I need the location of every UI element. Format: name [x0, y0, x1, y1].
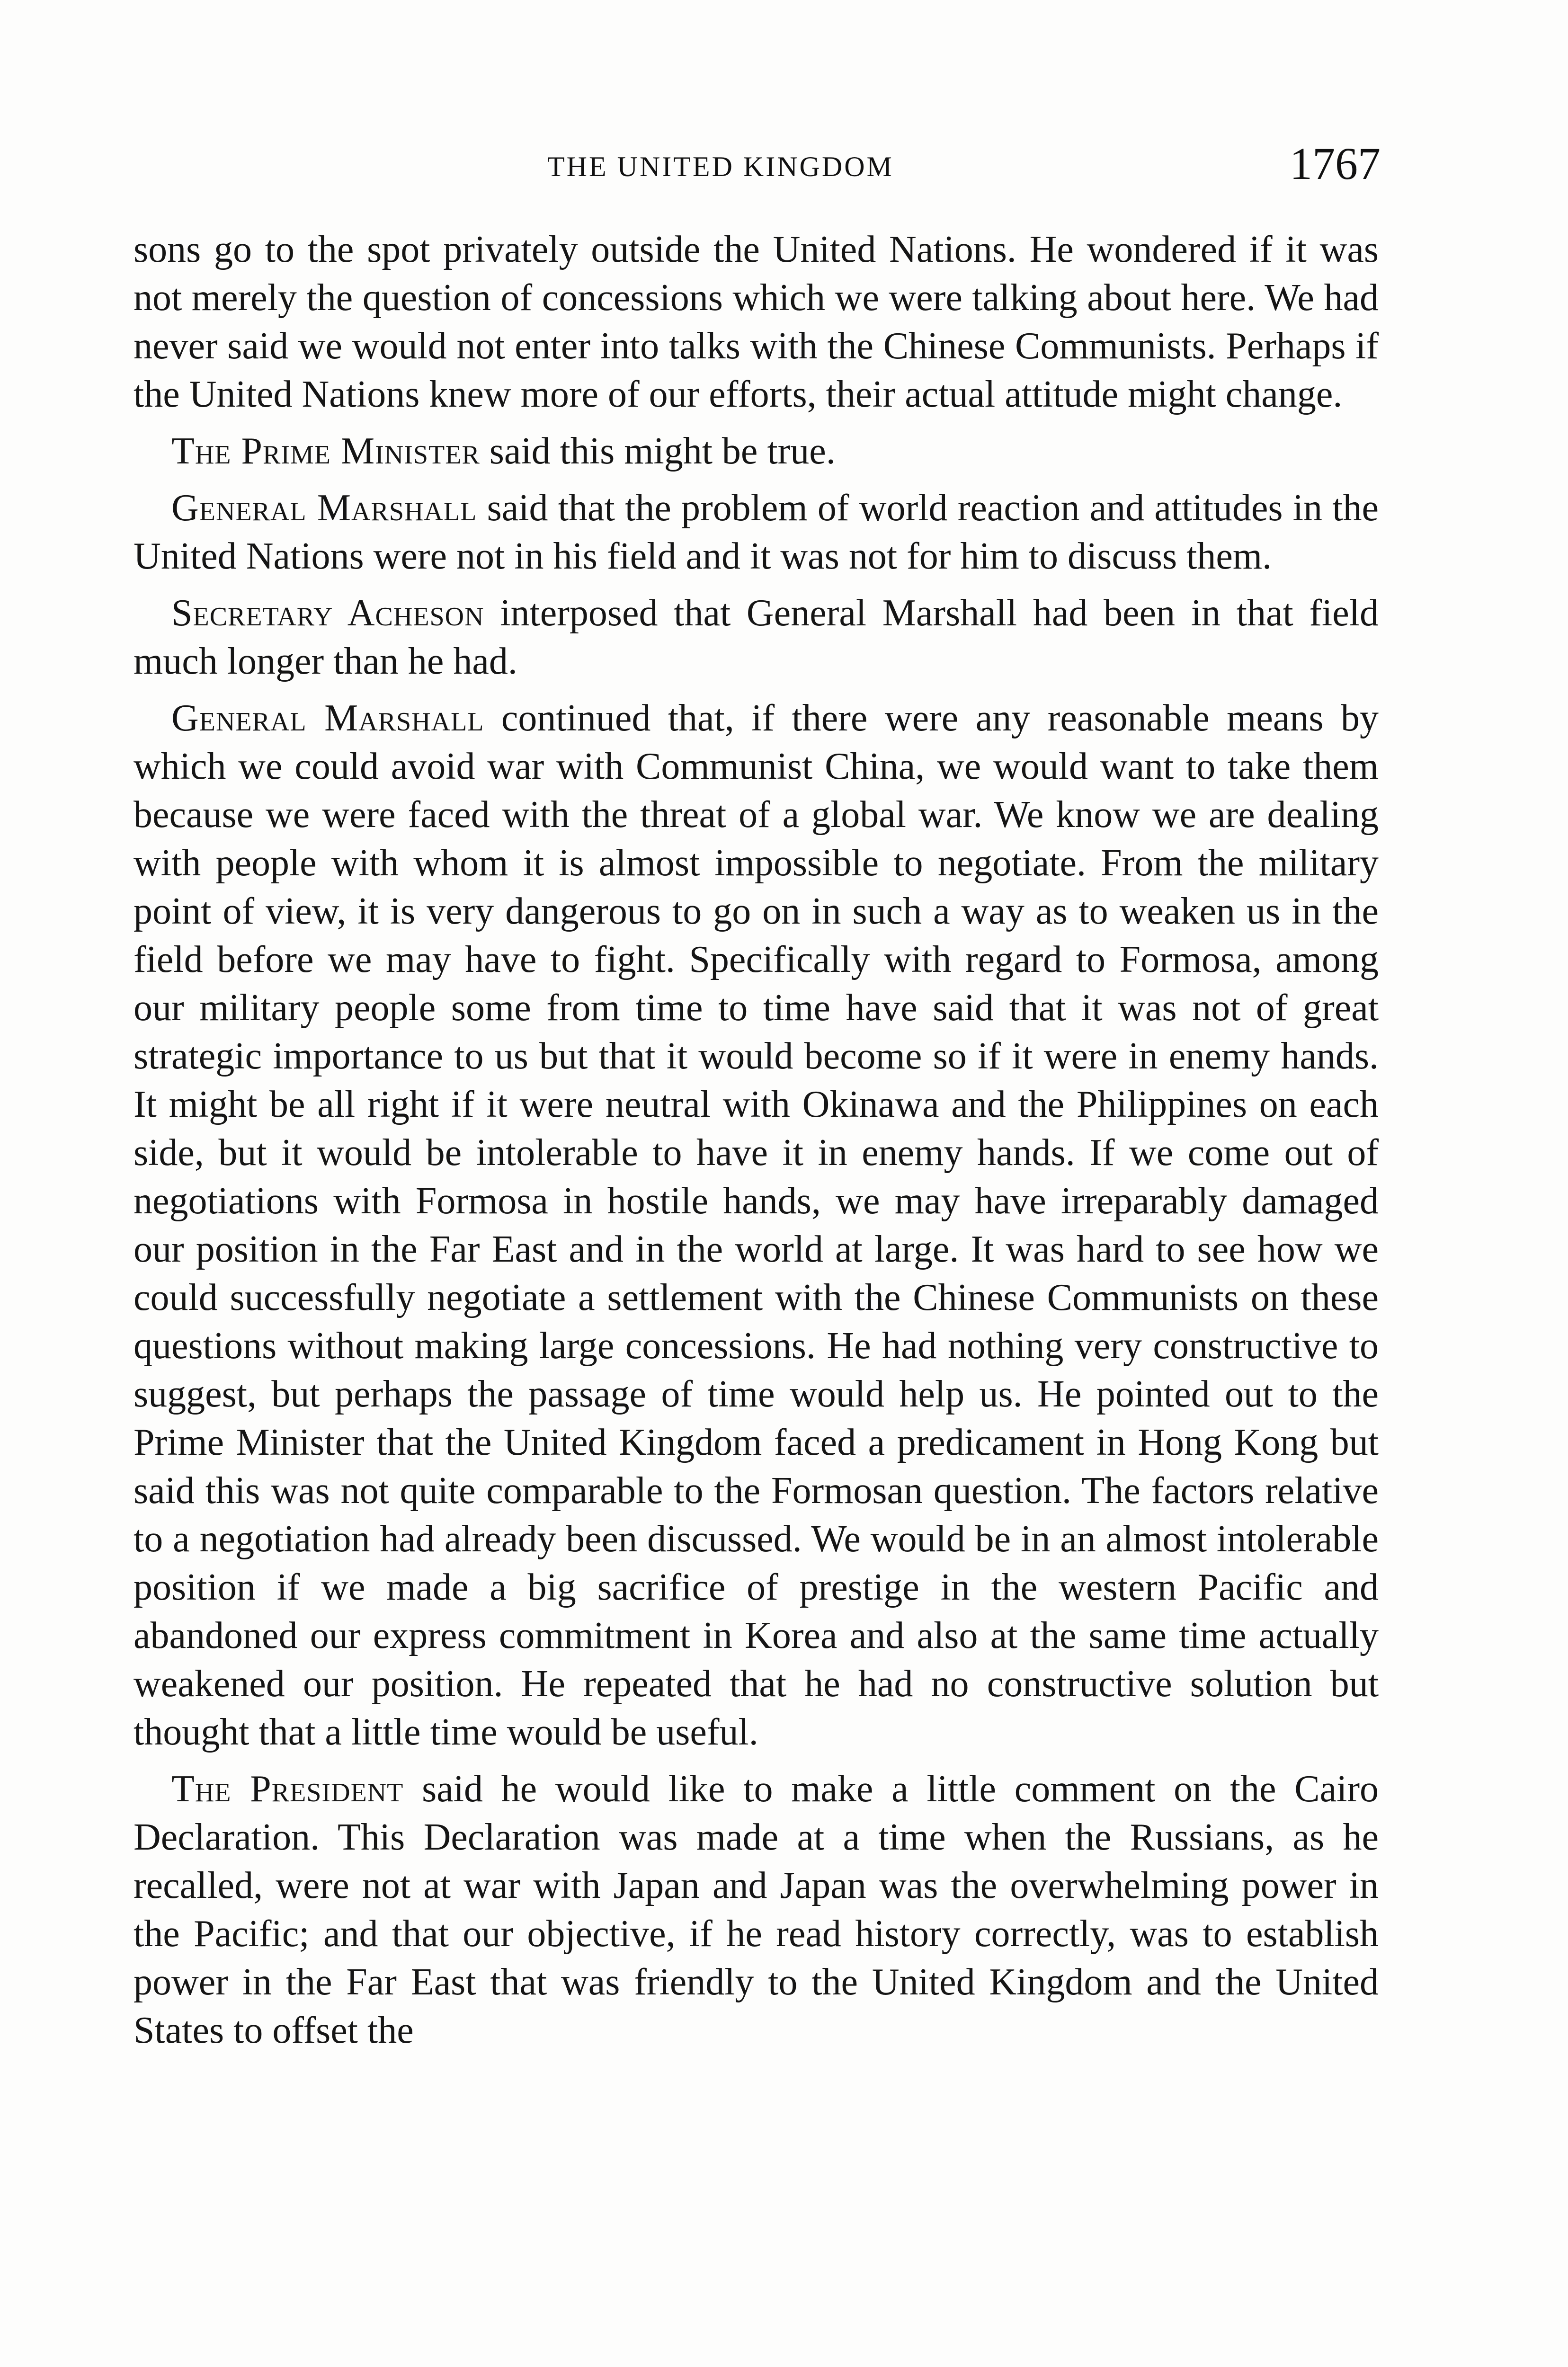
speaker-name: The President	[171, 1768, 404, 1810]
speaker-name: Secretary Acheson	[171, 592, 484, 634]
page-number: 1767	[1290, 138, 1381, 189]
paragraph-text: interposed that General Marshall had been in that field much longer than he had.	[134, 592, 1379, 682]
paragraph-text: said that the problem of world reaction and attitudes in the United Nations were not in his field and it was not for him to discuss them.	[134, 487, 1379, 577]
paragraph-prime-minister	[134, 427, 1379, 475]
paragraph-acheson	[134, 589, 1379, 685]
speaker-name: The Prime Minister	[171, 430, 480, 472]
paragraph-marshall-1	[134, 484, 1379, 580]
paragraph-marshall-2	[134, 694, 1379, 1756]
paragraph-text: sons go to the spot privately outside the United Nations. He wondered if it was not merely the question of concessions which we were talking about here. We had never said we would not enter into talks with the Chinese Communists. Perhaps if the United Nations knew more of our efforts, their actual attitude might change.	[134, 229, 1379, 415]
paragraph-president	[134, 1765, 1379, 2055]
paragraph-text: continued that, if there were any reasonable means by which we could avoid war with Communist China, we would want to take them because we were faced with the threat of a global war. We know we are dealing with people with whom it is almost impossible to negotiate. From the military point of view, it is very dangerous to go on in such a way as to weaken us in the field before we may have to fight. Specifically with regard to Formosa, among our military people some from time to time have said that it was not of great strategic importance to us but that it would become so if it were in enemy hands. It might be all right if it were neutral with Okinawa and the Philippines on each side, but it would be intolerable to have it in enemy hands. If we come out of negotiations with Formosa in hostile hands, we may have irreparably damaged our position in the Far East and in the world at large. It was hard to see how we could successfully negotiate a settlement with the Chinese Communists on these questions without making large concessions. He had nothing very constructive to suggest, but perhaps the passage of time would help us. He pointed out to the Prime Minister that the United Kingdom faced a predicament in Hong Kong but said this was not quite comparable to the Formosan question. The factors relative to a negotiation had already been discussed. We would be in an almost intolerable position if we made a big sacrifice of prestige in the western Pacific and abandoned our express commitment in Korea and also at the same time actually weakened our position. He repeated that he had no constructive solution but thought that a little time would be useful.	[134, 697, 1379, 1753]
speaker-name: General Marshall	[171, 697, 484, 739]
paragraph-continuation	[134, 225, 1379, 418]
paragraph-text: said he would like to make a little comment on the Cairo Declaration. This Declaration was made at a time when the Russians, as he recalled, were not at war with Japan and Japan was the overwhelming power in the Pacific; and that our objective, if he read history correctly, was to establish power in the Far East that was friendly to the United Kingdom and the United States to offset the	[134, 1768, 1379, 2051]
running-head: THE UNITED KINGDOM	[547, 151, 894, 182]
paragraph-text: said this might be true.	[489, 430, 836, 472]
speaker-name: General Marshall	[171, 487, 477, 529]
body-text	[134, 225, 1379, 2055]
